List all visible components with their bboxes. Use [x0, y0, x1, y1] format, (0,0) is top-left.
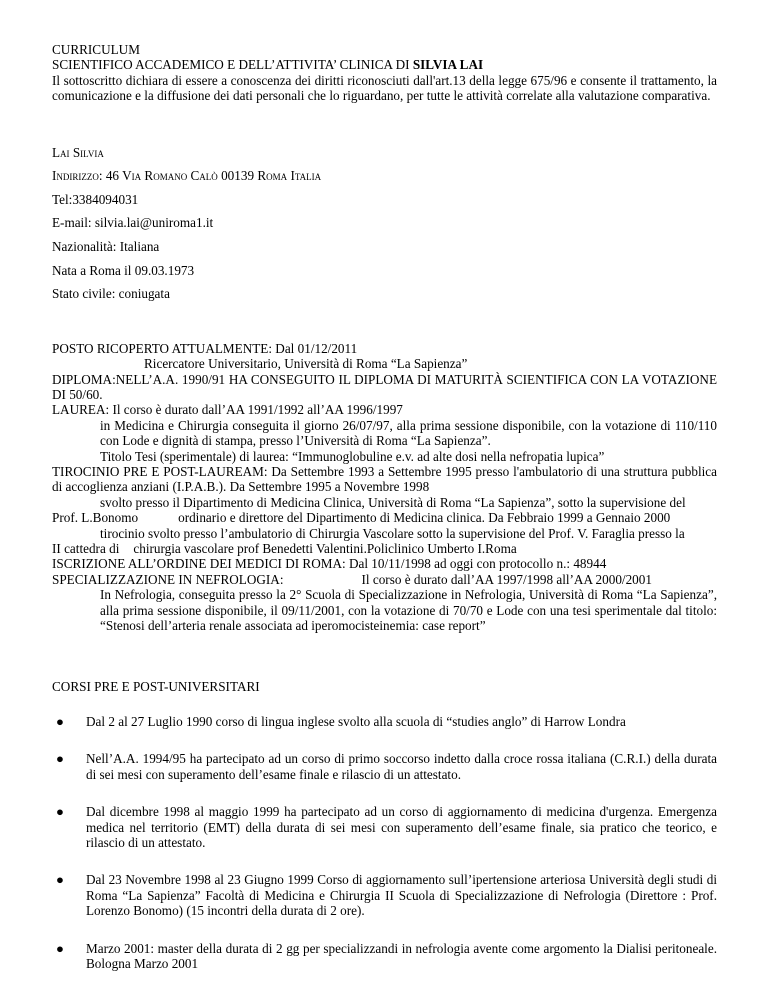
- list-item: ● Nell’A.A. 1994/95 ha partecipato ad un corso di primo soccorso indetto dalla croce rossa italiana (C.R.I.) della durata di sei mesi con superamento dell’esame finale e rilascio di un attestato.: [56, 751, 717, 782]
- contact-email: E-mail: silvia.lai@uniroma1.it: [52, 215, 214, 231]
- laurea-tesi: Titolo Tesi (sperimentale) di laurea: “Immunoglobuline e.v. ad alte dosi nella nefropatia lupica”: [100, 448, 605, 464]
- bullet-icon: ●: [56, 872, 64, 888]
- candidate-name: SILVIA LAI: [412, 57, 484, 73]
- career-block: [52, 341, 717, 634]
- cv-subtitle: SCIENTIFICO ACCADEMICO E DELL’ATTIVITA’ CLINICA DI SILVIA LAI: [52, 57, 484, 73]
- posto-heading: POSTO RICOPERTO ATTUALMENTE: Dal 01/12/2011: [52, 340, 358, 356]
- contact-name: Lai Silvia: [52, 144, 104, 160]
- tirocinio-3: Prof. L.Bonomo ordinario e direttore del Dipartimento di Medicina clinica. Da Febbraio 1999 a Gennaio 2000: [52, 510, 671, 526]
- bullet-icon: ●: [56, 940, 64, 956]
- courses-list: [52, 714, 717, 971]
- bullet-icon: ●: [56, 751, 64, 767]
- courses-heading: CORSI PRE E POST-UNIVERSITARI: [52, 678, 260, 694]
- tirocinio-2: svolto presso il Dipartimento di Medicina Clinica, Università di Roma “La Sapienza”, sotto la supervisione del: [100, 494, 686, 510]
- cv-title: CURRICULUM: [52, 42, 140, 57]
- bullet-icon: ●: [56, 713, 64, 729]
- list-item: ● Dal dicembre 1998 al maggio 1999 ha partecipato ad un corso di aggiornamento di medicina d'urgenza. Emergenza medica nel territorio (EMT) della durata di sei mesi con superamento dell’esame finale, sia pratico che teorico, e rilascio di un attestato.: [56, 804, 717, 850]
- privacy-declaration: Il sottoscritto dichiara di essere a conoscenza dei diritti riconosciuti dall'art.13 della legge 675/96 e consente il trattamento, la comunicazione e la diffusione dei dati personali che lo riguardano, per tutte le attività correlate alla valutazione comparativa.: [52, 72, 717, 104]
- list-item: ● Dal 2 al 27 Luglio 1990 corso di lingua inglese svolto alla scuola di “studies anglo” di Harrow Londra: [56, 713, 626, 729]
- list-item: ● Marzo 2001: master della durata di 2 gg per specializzandi in nefrologia avente come argomento la Dialisi peritoneale. Bologna Marzo 2001: [56, 940, 717, 971]
- posto-detail: Ricercatore Universitario, Università di Roma “La Sapienza”: [144, 356, 468, 372]
- laurea-detail: in Medicina e Chirurgia conseguita il giorno 26/07/97, alla prima sessione disponibile, con la votazione di 110/110 con Lode e dignità di stampa, presso l’Università di Roma “La Sapienza”.: [100, 417, 717, 449]
- bullet-icon: ●: [56, 804, 64, 820]
- diploma: DIPLOMA:NELL’A.A. 1990/91 HA CONSEGUITO IL DIPLOMA DI MATURITÀ SCIENTIFICA CON LA VOTAZIONE DI 50/60.: [52, 371, 717, 402]
- specializzazione-heading: SPECIALIZZAZIONE IN NEFROLOGIA: Il corso è durato dall’AA 1997/1998 all’AA 2000/2001: [52, 571, 652, 587]
- iscrizione-ordine: ISCRIZIONE ALL’ORDINE DEI MEDICI DI ROMA: Dal 10/11/1998 ad oggi con protocollo n.: 48944: [52, 556, 607, 572]
- contact-birth: Nata a Roma il 09.03.1973: [52, 262, 195, 278]
- contact-civil-status: Stato civile: coniugata: [52, 286, 170, 302]
- contact-block: [52, 141, 717, 306]
- contact-address: Indirizzo: 46 Via Romano Calò 00139 Roma Italia: [52, 168, 322, 184]
- tirocinio-5: II cattedra di chirurgia vascolare prof Benedetti Valentini.Policlinico Umberto I.Roma: [52, 541, 517, 557]
- contact-tel: Tel:3384094031: [52, 191, 139, 207]
- list-item: ● Dal 23 Novembre 1998 al 23 Giugno 1999 Corso di aggiornamento sull’ipertensione arteriosa Università degli studi di Roma “La Sapienza” Facoltà di Medicina e Chirurgia II Scuola di Specializzazione di Nefrologia (Direttore : Prof. Lorenzo Bonomo) (15 incontri della durata di 2 ore).: [56, 872, 717, 919]
- laurea-heading: LAUREA: Il corso è durato dall’AA 1991/1992 all’AA 1996/1997: [52, 402, 403, 418]
- tirocinio-4: tirocinio svolto presso l’ambulatorio di Chirurgia Vascolare sotto la supervisione del Prof. V. Faraglia presso la: [100, 525, 685, 541]
- contact-nationality: Nazionalità: Italiana: [52, 239, 160, 254]
- document-page: [52, 42, 717, 993]
- tirocinio-1: TIROCINIO PRE E POST-LAUREAM: Da Settembre 1993 a Settembre 1995 presso l'ambulatorio di una struttura pubblica di accoglienza anziani (I.P.A.B.). Da Settembre 1995 a Novembre 1998: [52, 464, 717, 495]
- specializzazione-detail: In Nefrologia, conseguita presso la 2° Scuola di Specializzazione in Nefrologia, Università di Roma “La Sapienza”, alla prima sessione disponibile, il 09/11/2001, con la votazione di 70/70 e Lode con una tesi sperimentale dal titolo: “Stenosi dell’arteria renale associata ad iperomocisteinemia: case report”: [100, 587, 717, 634]
